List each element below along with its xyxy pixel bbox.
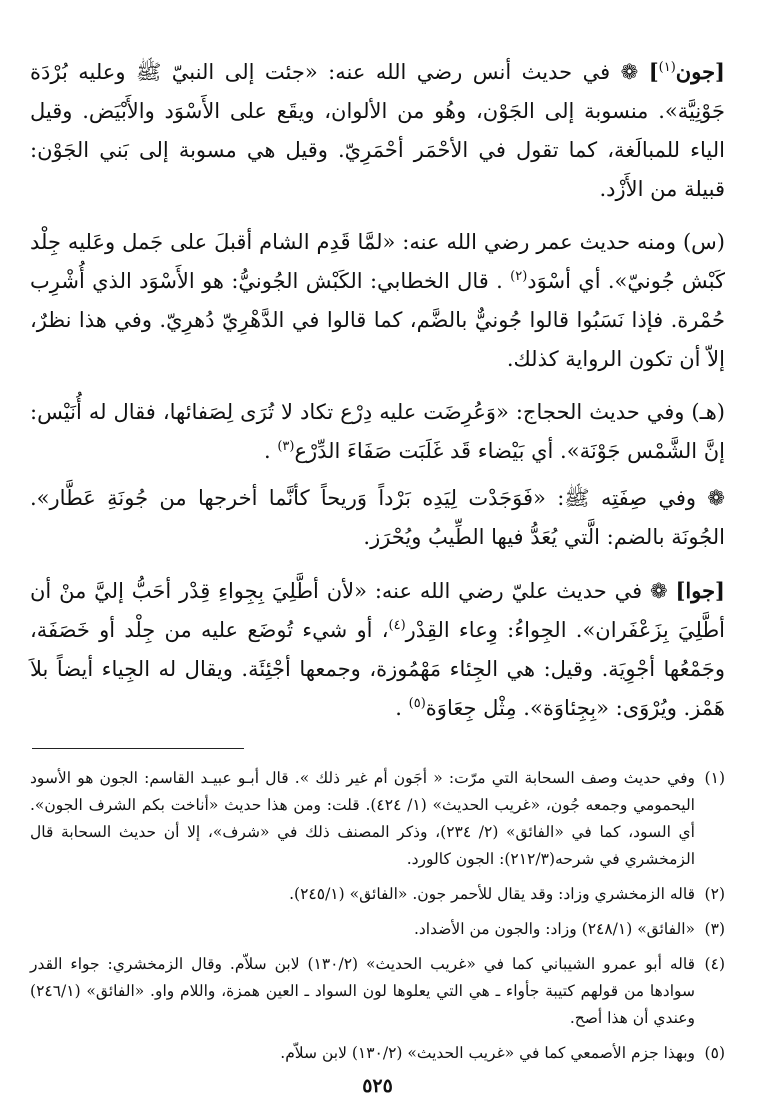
lemma-heading: [جوا]: [675, 578, 725, 603]
entry-text: (هـ) وفي حديث الحجاج: «وَعُرِضَت عليه دِرْع تكاد لا تُرَى لِصَفائها، فقال له أُنَيْس: إنَّ الشَّمْس جَوْنَة». أي بَيْضاء قَد غَلَبَت صَفَاءَ الدِّرْع: [30, 400, 725, 463]
footnote-text: قاله الزمخشري وزاد: وقد يقال للأحمر جون. «الفائق» (٢٤٥/١).: [289, 885, 695, 903]
entry-jawa: [30, 571, 725, 728]
footnote-divider: [32, 748, 244, 749]
footnote-item: [30, 765, 725, 873]
entry-text: ❁ وفي صِفَتِه ﷺ: «فَوَجَدْت لِيَدِه بَرْداً وَريحاً كأنَّما أخرجها من جُونَةِ عَطَّار». الجُونَة بالضم: الَّتي يُعَدُّ فيها الطِّيبُ ويُحْرَز.: [30, 486, 725, 549]
footnote-text: «الفائق» (٢٤٨/١) وزاد: والجون من الأضداد.: [413, 920, 695, 938]
entry-text: .: [395, 696, 409, 720]
entry-text: ، أو شيء تُوضَع عليه من جِلْد أو خَصَفَة، وجَمْعُها أجْوِيَة. وقيل: هي الجِئاء مَهْمُوزة، وجمعها أجْئِئَة. ويقال له الجِياء أيضاً بلاَ هَمْز. ويُرْوَى: «بِجِئاوَة». مِثْل جِعَاوَة: [30, 618, 725, 720]
entry-text: ❁ في حديث أنس رضي الله عنه: «جئت إلى النبيّ ﷺ وعليه بُرْدَة جَوْنِيَّة». منسوبة إلى الجَوْن، وهُو من الألوان، ويقَع على الأَسْوَد والأَبْيَض. وقيل الياء للمبالَغة، كما تقول في الأحْمَر أحْمَرِيّ. وقيل هي مسوبة إلى بَني الجَوْن: قبيلة من الأَزْد.: [30, 60, 725, 201]
footnote-text: وفي حديث وصف السحابة التي مرّت: « أجَون أم غير ذلك ». قال أبـو عبيـد القاسم: الجون هو الأسود اليحمومي وجمعه جُون، «غريب الحديث» (١/ ٤٢٤). قلت: ومن هذا حديث «أناخت بكم الشرف الجون». أي السود، كما في «الفائق» (٢/ ٢٣٤)، وذكر المصنف ذلك في «شرف»، إلا أن حديث السحابة قال الزمخشري في شرحه(٢١٢/٣): الجون كالورد.: [30, 769, 695, 868]
footnote-ref[interactable]: (٣): [277, 439, 295, 454]
entry-text: (س) ومنه حديث عمر رضي الله عنه: «لمَّا قَدِم الشام أقبلَ على جَمل وعَليه جِلْد كَبْش جُونيّ». أي أسْوَد: [30, 230, 725, 293]
entry-hajjaj-hadith: [30, 393, 725, 471]
page-number: ٥٢٥: [362, 1075, 393, 1097]
footnotes-section: [30, 765, 725, 1067]
footnote-ref[interactable]: (٢): [510, 269, 528, 284]
entry-sifatihi: [30, 479, 725, 557]
footnote-number: (٣): [704, 920, 725, 938]
entry-umar-hadith: [30, 223, 725, 379]
footnote-item: [30, 951, 725, 1032]
lemma-bracket: ]: [648, 59, 659, 84]
footnote-number: (٥): [704, 1044, 725, 1062]
footnote-ref[interactable]: (٥): [408, 696, 426, 711]
entry-text: . قال الخطابي: الكَبْش الجُونيُّ: هو الأَسْوَد الذي أُشْرِب حُمْرة. فإذا نَسَبُوا قالوا جُونيٌّ بالضَّم، كما قالوا في الدَّهْرِيّ دُهرِيّ. وفي هذا نظرٌ، إلاّ أن تكون الرواية كذلك.: [30, 269, 725, 371]
entry-text: ❁ في حديث عليّ رضي الله عنه: «لأن أطَّلِيَ بِجِواءِ قِدْر أحَبُّ إليَّ منْ أن أطَّلِيَ بِزَعْفَران». الجِواءُ: وِعاء القِدْر: [30, 579, 725, 642]
footnote-item: [30, 916, 725, 943]
footnote-ref[interactable]: (٤): [388, 618, 406, 633]
entry-text: .: [263, 439, 278, 463]
lemma-heading: [جون: [675, 59, 725, 84]
footnote-item: [30, 881, 725, 908]
footnote-number: (٢): [704, 885, 725, 903]
footnote-ref[interactable]: (١): [658, 60, 676, 75]
footnote-number: (١): [704, 769, 725, 787]
footnote-text: قاله أبو عمرو الشيباني كما في «غريب الحديث» (١٣٠/٢) لابن سلاّم. وقال الزمخشري: جواء القدر سوادها من قولهم كتيبة جأواء ـ هي التي يعلوها لون السواد ـ العين همزة، واللام واو. «الفائق» (٢٤٦/١) وعندي أن هذا أصح.: [30, 955, 695, 1027]
footnote-number: (٤): [704, 955, 725, 973]
entry-jawn: [30, 52, 725, 209]
footnote-text: وبهذا جزم الأصمعي كما في «غريب الحديث» (١٣٠/٢) لابن سلاّم.: [280, 1044, 695, 1062]
footnote-item: [30, 1040, 725, 1067]
